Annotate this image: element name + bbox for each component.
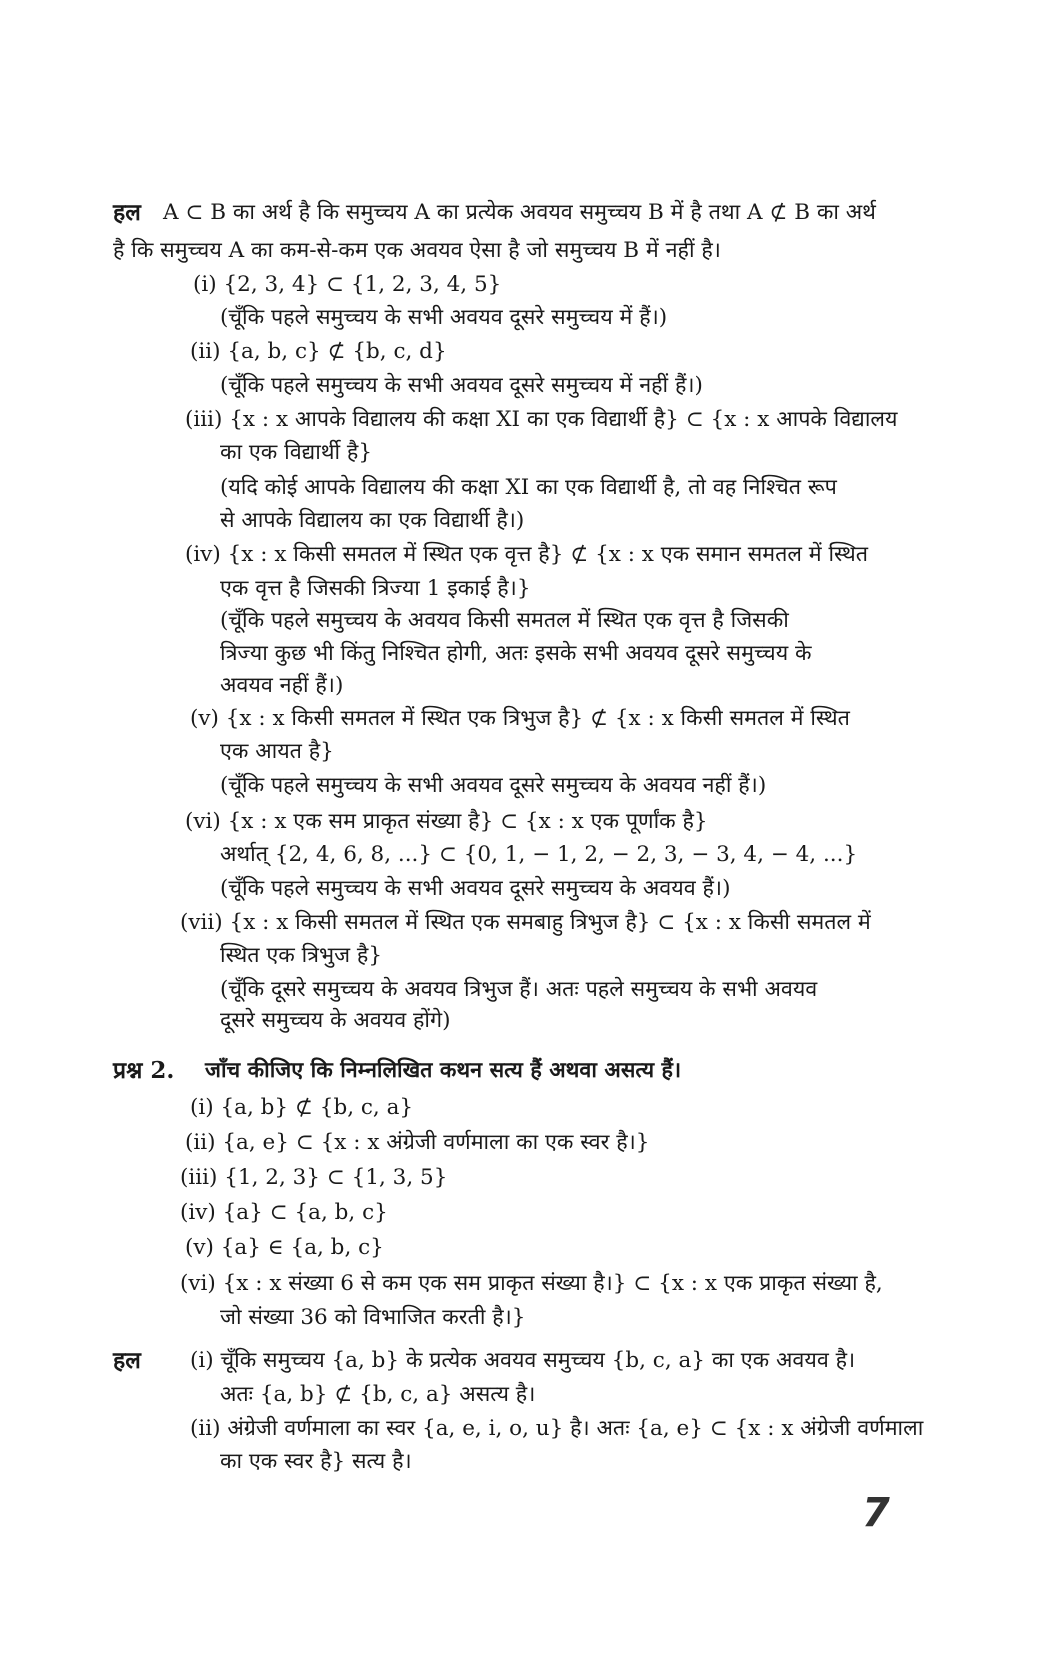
solution-item-line: एक वृत्त है जिसकी त्रिज्या 1 इकाई है।} (220, 576, 531, 601)
solution-item-line: एक आयत है} (220, 739, 334, 764)
solution-item-line: स्थित एक त्रिभुज है} (220, 943, 382, 968)
solution-item-line: (चूँकि पहले समुच्चय के सभी अवयव दूसरे समुच्चय के अवयव नहीं हैं।) (220, 773, 767, 798)
solution-item-line: दूसरे समुच्चय के अवयव होंगे) (220, 1008, 451, 1033)
question-item: (v) {a} ∈ {a, b, c} (185, 1235, 384, 1260)
question-label: प्रश्न 2. (113, 1057, 175, 1084)
solution-line: (i) चूँकि समुच्चय {a, b} के प्रत्येक अवयव समुच्चय {b, c, a} का एक अवयव है। (190, 1348, 856, 1373)
question-item: (vi) {x : x संख्या 6 से कम एक सम प्राकृत संख्या है।} ⊂ {x : x एक प्राकृत संख्या है, (180, 1271, 883, 1296)
solution-item-line: (iii) {x : x आपके विद्यालय की कक्षा XI का एक विद्यार्थी है} ⊂ {x : x आपके विद्यालय (185, 407, 898, 432)
solution-intro-line: है कि समुच्चय A का कम-से-कम एक अवयव ऐसा है जो समुच्चय B में नहीं है। (113, 238, 721, 263)
question-text: जाँच कीजिए कि निम्नलिखित कथन सत्य हैं अथवा असत्य हैं। (205, 1058, 682, 1083)
solution-label: हल (113, 1347, 141, 1374)
solution-line: अतः {a, b} ⊄ {b, c, a} असत्य है। (220, 1382, 536, 1407)
question-item: (iv) {a} ⊂ {a, b, c} (180, 1200, 388, 1225)
solution-label: हल (113, 199, 141, 226)
question-item: जो संख्या 36 को विभाजित करती है।} (220, 1305, 526, 1330)
solution-item-line: (iv) {x : x किसी समतल में स्थित एक वृत्त है} ⊄ {x : x एक समान समतल में स्थित (185, 542, 868, 567)
question-item: (i) {a, b} ⊄ {b, c, a} (190, 1095, 414, 1120)
solution-item-line: (ii) {a, b, c} ⊄ {b, c, d} (190, 339, 447, 364)
solution-line: का एक स्वर है} सत्य है। (220, 1449, 412, 1474)
solution-item-line: का एक विद्यार्थी है} (220, 440, 373, 465)
solution-item-line: (चूँकि पहले समुच्चय के सभी अवयव दूसरे समुच्चय में नहीं हैं।) (220, 373, 703, 398)
solution-item-line: अवयव नहीं हैं।) (220, 673, 344, 698)
question-item: (iii) {1, 2, 3} ⊂ {1, 3, 5} (180, 1165, 448, 1190)
solution-line: (ii) अंग्रेजी वर्णमाला का स्वर {a, e, i, o, u} है। अतः {a, e} ⊂ {x : x अंग्रेजी वर्णमाला (190, 1416, 924, 1441)
solution-item-line: (v) {x : x किसी समतल में स्थित एक त्रिभुज है} ⊄ {x : x किसी समतल में स्थित (190, 706, 850, 731)
solution-intro-line: A ⊂ B का अर्थ है कि समुच्चय A का प्रत्येक अवयव समुच्चय B में है तथा A ⊄ B का अर्थ (163, 200, 876, 225)
solution-item-line: (चूँकि पहले समुच्चय के सभी अवयव दूसरे समुच्चय के अवयव हैं।) (220, 876, 731, 901)
page-number: 7 (862, 1490, 890, 1536)
solution-item-line: अर्थात् {2, 4, 6, 8, ...} ⊂ {0, 1, − 1, 2, − 2, 3, − 3, 4, − 4, ...} (220, 842, 858, 867)
solution-item-line: त्रिज्या कुछ भी किंतु निश्चित होगी, अतः इसके सभी अवयव दूसरे समुच्चय के (220, 641, 812, 666)
solution-item-line: (चूँकि दूसरे समुच्चय के अवयव त्रिभुज हैं। अतः पहले समुच्चय के सभी अवयव (220, 977, 818, 1002)
solution-item-line: (चूँकि पहले समुच्चय के अवयव किसी समतल में स्थित एक वृत्त है जिसकी (220, 608, 789, 633)
solution-item-line: से आपके विद्यालय का एक विद्यार्थी है।) (220, 508, 525, 533)
solution-item-line: (चूँकि पहले समुच्चय के सभी अवयव दूसरे समुच्चय में हैं।) (220, 305, 668, 330)
solution-item-line: (i) {2, 3, 4} ⊂ {1, 2, 3, 4, 5} (193, 272, 502, 297)
solution-item-line: (vi) {x : x एक सम प्राकृत संख्या है} ⊂ {x : x एक पूर्णांक है} (185, 809, 708, 834)
solution-item-line: (यदि कोई आपके विद्यालय की कक्षा XI का एक विद्यार्थी है, तो वह निश्चित रूप (220, 475, 837, 500)
solution-item-line: (vii) {x : x किसी समतल में स्थित एक समबाहु त्रिभुज है} ⊂ {x : x किसी समतल में (180, 910, 871, 935)
question-item: (ii) {a, e} ⊂ {x : x अंग्रेजी वर्णमाला का एक स्वर है।} (185, 1130, 650, 1155)
